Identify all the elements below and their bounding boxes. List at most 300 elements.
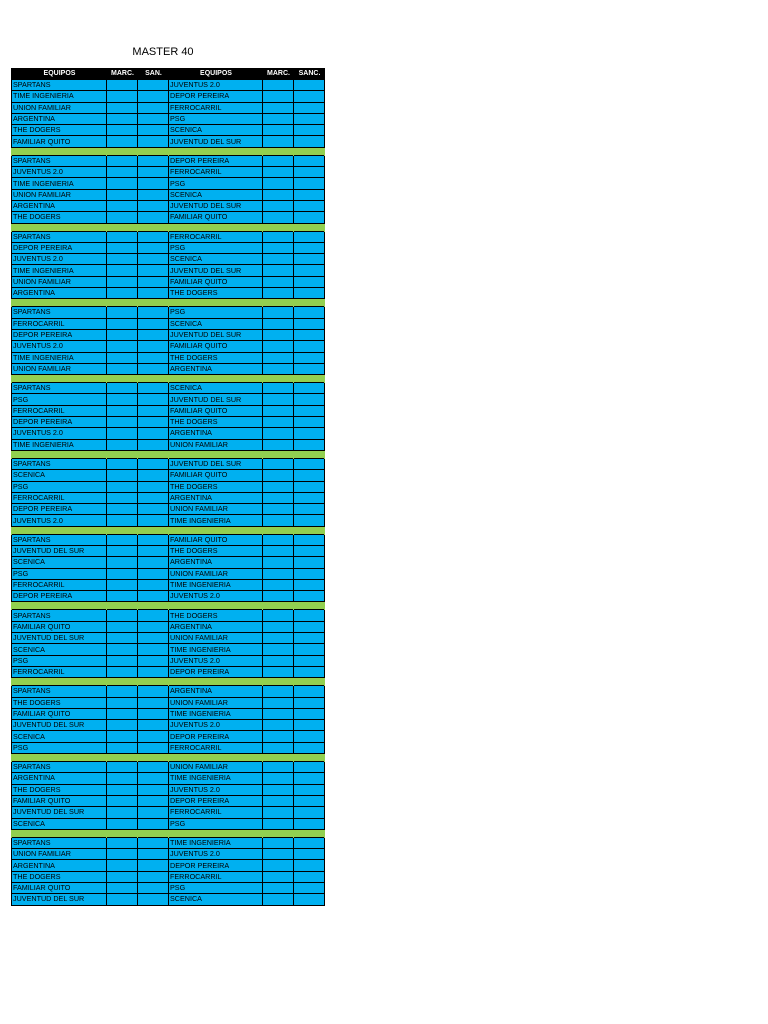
home-score-cell[interactable] (107, 91, 138, 102)
home-team-cell[interactable]: SPARTANS (12, 155, 107, 166)
away-score-cell[interactable] (263, 686, 294, 697)
away-sanction-cell[interactable] (294, 458, 325, 469)
home-team-cell[interactable]: JUVENTUS 2.0 (12, 254, 107, 265)
away-score-cell[interactable] (263, 883, 294, 894)
home-score-cell[interactable] (107, 837, 138, 848)
away-sanction-cell[interactable] (294, 883, 325, 894)
away-team-cell[interactable]: FAMILIAR QUITO (169, 341, 263, 352)
away-sanction-cell[interactable] (294, 470, 325, 481)
away-sanction-cell[interactable] (294, 318, 325, 329)
home-score-cell[interactable] (107, 405, 138, 416)
home-score-cell[interactable] (107, 113, 138, 124)
home-score-cell[interactable] (107, 655, 138, 666)
home-sanction-cell[interactable] (138, 644, 169, 655)
away-sanction-cell[interactable] (294, 568, 325, 579)
home-team-cell[interactable]: ARGENTINA (12, 288, 107, 299)
away-score-cell[interactable] (263, 136, 294, 147)
home-score-cell[interactable] (107, 686, 138, 697)
home-sanction-cell[interactable] (138, 405, 169, 416)
away-sanction-cell[interactable] (294, 276, 325, 287)
away-team-cell[interactable]: TIME INGENIERIA (169, 579, 263, 590)
away-score-cell[interactable] (263, 265, 294, 276)
home-team-cell[interactable]: SPARTANS (12, 307, 107, 318)
home-sanction-cell[interactable] (138, 762, 169, 773)
home-sanction-cell[interactable] (138, 621, 169, 632)
home-team-cell[interactable]: SPARTANS (12, 231, 107, 242)
away-score-cell[interactable] (263, 837, 294, 848)
home-sanction-cell[interactable] (138, 720, 169, 731)
away-sanction-cell[interactable] (294, 341, 325, 352)
home-team-cell[interactable]: PSG (12, 394, 107, 405)
home-sanction-cell[interactable] (138, 318, 169, 329)
away-sanction-cell[interactable] (294, 515, 325, 526)
home-team-cell[interactable]: UNION FAMILIAR (12, 363, 107, 374)
away-sanction-cell[interactable] (294, 352, 325, 363)
home-sanction-cell[interactable] (138, 666, 169, 677)
home-team-cell[interactable]: TIME INGENIERIA (12, 91, 107, 102)
home-score-cell[interactable] (107, 458, 138, 469)
away-team-cell[interactable]: JUVENTUS 2.0 (169, 80, 263, 91)
away-team-cell[interactable]: JUVENTUS 2.0 (169, 849, 263, 860)
home-team-cell[interactable]: FERROCARRIL (12, 666, 107, 677)
home-team-cell[interactable]: SPARTANS (12, 534, 107, 545)
away-score-cell[interactable] (263, 102, 294, 113)
away-team-cell[interactable]: TIME INGENIERIA (169, 837, 263, 848)
away-team-cell[interactable]: SCENICA (169, 318, 263, 329)
away-team-cell[interactable]: SCENICA (169, 189, 263, 200)
away-score-cell[interactable] (263, 189, 294, 200)
home-team-cell[interactable]: FAMILIAR QUITO (12, 883, 107, 894)
home-sanction-cell[interactable] (138, 515, 169, 526)
home-sanction-cell[interactable] (138, 417, 169, 428)
away-sanction-cell[interactable] (294, 545, 325, 556)
away-score-cell[interactable] (263, 492, 294, 503)
away-team-cell[interactable]: DEPOR PEREIRA (169, 860, 263, 871)
away-sanction-cell[interactable] (294, 189, 325, 200)
away-sanction-cell[interactable] (294, 125, 325, 136)
away-score-cell[interactable] (263, 894, 294, 905)
home-score-cell[interactable] (107, 534, 138, 545)
home-team-cell[interactable]: PSG (12, 568, 107, 579)
away-sanction-cell[interactable] (294, 242, 325, 253)
home-sanction-cell[interactable] (138, 394, 169, 405)
home-sanction-cell[interactable] (138, 795, 169, 806)
home-team-cell[interactable]: SCENICA (12, 557, 107, 568)
away-score-cell[interactable] (263, 113, 294, 124)
away-score-cell[interactable] (263, 394, 294, 405)
away-sanction-cell[interactable] (294, 417, 325, 428)
home-team-cell[interactable]: ARGENTINA (12, 200, 107, 211)
away-score-cell[interactable] (263, 849, 294, 860)
home-team-cell[interactable]: FAMILIAR QUITO (12, 795, 107, 806)
home-sanction-cell[interactable] (138, 383, 169, 394)
home-team-cell[interactable]: JUVENTUD DEL SUR (12, 720, 107, 731)
away-team-cell[interactable]: TIME INGENIERIA (169, 515, 263, 526)
away-team-cell[interactable]: THE DOGERS (169, 545, 263, 556)
away-score-cell[interactable] (263, 231, 294, 242)
home-score-cell[interactable] (107, 265, 138, 276)
away-score-cell[interactable] (263, 178, 294, 189)
home-score-cell[interactable] (107, 795, 138, 806)
away-sanction-cell[interactable] (294, 610, 325, 621)
home-team-cell[interactable]: SCENICA (12, 818, 107, 829)
away-team-cell[interactable]: UNION FAMILIAR (169, 762, 263, 773)
home-team-cell[interactable]: FERROCARRIL (12, 405, 107, 416)
home-team-cell[interactable]: FAMILIAR QUITO (12, 708, 107, 719)
away-sanction-cell[interactable] (294, 288, 325, 299)
away-sanction-cell[interactable] (294, 428, 325, 439)
home-sanction-cell[interactable] (138, 492, 169, 503)
home-score-cell[interactable] (107, 849, 138, 860)
away-team-cell[interactable]: JUVENTUD DEL SUR (169, 329, 263, 340)
home-team-cell[interactable]: DEPOR PEREIRA (12, 591, 107, 602)
away-score-cell[interactable] (263, 633, 294, 644)
home-score-cell[interactable] (107, 504, 138, 515)
away-team-cell[interactable]: FAMILIAR QUITO (169, 405, 263, 416)
home-sanction-cell[interactable] (138, 178, 169, 189)
away-team-cell[interactable]: JUVENTUD DEL SUR (169, 265, 263, 276)
home-team-cell[interactable]: THE DOGERS (12, 871, 107, 882)
away-team-cell[interactable]: FAMILIAR QUITO (169, 276, 263, 287)
home-team-cell[interactable]: ARGENTINA (12, 860, 107, 871)
away-sanction-cell[interactable] (294, 666, 325, 677)
home-sanction-cell[interactable] (138, 697, 169, 708)
away-sanction-cell[interactable] (294, 307, 325, 318)
away-score-cell[interactable] (263, 534, 294, 545)
away-team-cell[interactable]: JUVENTUS 2.0 (169, 655, 263, 666)
away-team-cell[interactable]: ARGENTINA (169, 428, 263, 439)
home-team-cell[interactable]: JUVENTUD DEL SUR (12, 807, 107, 818)
away-team-cell[interactable]: THE DOGERS (169, 417, 263, 428)
away-sanction-cell[interactable] (294, 708, 325, 719)
home-team-cell[interactable]: ARGENTINA (12, 113, 107, 124)
away-sanction-cell[interactable] (294, 383, 325, 394)
away-team-cell[interactable]: ARGENTINA (169, 621, 263, 632)
away-team-cell[interactable]: FERROCARRIL (169, 871, 263, 882)
home-sanction-cell[interactable] (138, 102, 169, 113)
away-sanction-cell[interactable] (294, 579, 325, 590)
away-score-cell[interactable] (263, 417, 294, 428)
away-score-cell[interactable] (263, 773, 294, 784)
away-sanction-cell[interactable] (294, 742, 325, 753)
home-team-cell[interactable]: DEPOR PEREIRA (12, 417, 107, 428)
home-team-cell[interactable]: ARGENTINA (12, 773, 107, 784)
home-sanction-cell[interactable] (138, 568, 169, 579)
home-team-cell[interactable]: TIME INGENIERIA (12, 265, 107, 276)
away-score-cell[interactable] (263, 784, 294, 795)
away-sanction-cell[interactable] (294, 795, 325, 806)
away-score-cell[interactable] (263, 579, 294, 590)
home-sanction-cell[interactable] (138, 352, 169, 363)
home-team-cell[interactable]: THE DOGERS (12, 697, 107, 708)
away-sanction-cell[interactable] (294, 837, 325, 848)
away-score-cell[interactable] (263, 276, 294, 287)
home-sanction-cell[interactable] (138, 341, 169, 352)
home-score-cell[interactable] (107, 807, 138, 818)
home-score-cell[interactable] (107, 125, 138, 136)
home-team-cell[interactable]: UNION FAMILIAR (12, 849, 107, 860)
away-sanction-cell[interactable] (294, 178, 325, 189)
home-score-cell[interactable] (107, 318, 138, 329)
away-score-cell[interactable] (263, 610, 294, 621)
away-sanction-cell[interactable] (294, 784, 325, 795)
home-sanction-cell[interactable] (138, 212, 169, 223)
away-team-cell[interactable]: PSG (169, 178, 263, 189)
home-score-cell[interactable] (107, 644, 138, 655)
home-score-cell[interactable] (107, 352, 138, 363)
home-sanction-cell[interactable] (138, 860, 169, 871)
home-team-cell[interactable]: SPARTANS (12, 837, 107, 848)
home-sanction-cell[interactable] (138, 871, 169, 882)
home-sanction-cell[interactable] (138, 288, 169, 299)
home-team-cell[interactable]: JUVENTUS 2.0 (12, 515, 107, 526)
away-sanction-cell[interactable] (294, 405, 325, 416)
away-score-cell[interactable] (263, 125, 294, 136)
home-sanction-cell[interactable] (138, 363, 169, 374)
home-team-cell[interactable]: SCENICA (12, 731, 107, 742)
home-team-cell[interactable]: THE DOGERS (12, 212, 107, 223)
away-score-cell[interactable] (263, 644, 294, 655)
home-sanction-cell[interactable] (138, 545, 169, 556)
away-score-cell[interactable] (263, 568, 294, 579)
away-team-cell[interactable]: FERROCARRIL (169, 102, 263, 113)
away-sanction-cell[interactable] (294, 871, 325, 882)
home-score-cell[interactable] (107, 136, 138, 147)
home-team-cell[interactable]: UNION FAMILIAR (12, 276, 107, 287)
home-team-cell[interactable]: FAMILIAR QUITO (12, 621, 107, 632)
away-team-cell[interactable]: JUVENTUD DEL SUR (169, 394, 263, 405)
away-sanction-cell[interactable] (294, 481, 325, 492)
away-team-cell[interactable]: UNION FAMILIAR (169, 633, 263, 644)
home-score-cell[interactable] (107, 200, 138, 211)
home-score-cell[interactable] (107, 579, 138, 590)
away-score-cell[interactable] (263, 504, 294, 515)
home-score-cell[interactable] (107, 155, 138, 166)
away-score-cell[interactable] (263, 288, 294, 299)
home-team-cell[interactable]: SPARTANS (12, 458, 107, 469)
home-team-cell[interactable]: THE DOGERS (12, 125, 107, 136)
home-sanction-cell[interactable] (138, 655, 169, 666)
away-score-cell[interactable] (263, 428, 294, 439)
away-team-cell[interactable]: THE DOGERS (169, 352, 263, 363)
away-sanction-cell[interactable] (294, 80, 325, 91)
away-sanction-cell[interactable] (294, 200, 325, 211)
home-score-cell[interactable] (107, 288, 138, 299)
away-team-cell[interactable]: FERROCARRIL (169, 807, 263, 818)
home-sanction-cell[interactable] (138, 849, 169, 860)
away-sanction-cell[interactable] (294, 591, 325, 602)
away-team-cell[interactable]: ARGENTINA (169, 686, 263, 697)
home-sanction-cell[interactable] (138, 242, 169, 253)
home-score-cell[interactable] (107, 178, 138, 189)
away-sanction-cell[interactable] (294, 91, 325, 102)
away-sanction-cell[interactable] (294, 265, 325, 276)
away-team-cell[interactable]: FERROCARRIL (169, 167, 263, 178)
home-score-cell[interactable] (107, 894, 138, 905)
home-sanction-cell[interactable] (138, 504, 169, 515)
home-score-cell[interactable] (107, 633, 138, 644)
away-team-cell[interactable]: JUVENTUS 2.0 (169, 591, 263, 602)
away-score-cell[interactable] (263, 591, 294, 602)
home-team-cell[interactable]: UNION FAMILIAR (12, 102, 107, 113)
away-score-cell[interactable] (263, 708, 294, 719)
home-score-cell[interactable] (107, 417, 138, 428)
away-sanction-cell[interactable] (294, 762, 325, 773)
away-team-cell[interactable]: THE DOGERS (169, 288, 263, 299)
away-sanction-cell[interactable] (294, 504, 325, 515)
home-score-cell[interactable] (107, 610, 138, 621)
home-score-cell[interactable] (107, 80, 138, 91)
away-sanction-cell[interactable] (294, 254, 325, 265)
home-score-cell[interactable] (107, 568, 138, 579)
home-score-cell[interactable] (107, 697, 138, 708)
away-team-cell[interactable]: FERROCARRIL (169, 742, 263, 753)
home-score-cell[interactable] (107, 666, 138, 677)
away-team-cell[interactable]: FAMILIAR QUITO (169, 470, 263, 481)
home-sanction-cell[interactable] (138, 167, 169, 178)
away-team-cell[interactable]: THE DOGERS (169, 481, 263, 492)
away-score-cell[interactable] (263, 383, 294, 394)
away-score-cell[interactable] (263, 762, 294, 773)
away-sanction-cell[interactable] (294, 720, 325, 731)
away-sanction-cell[interactable] (294, 363, 325, 374)
away-team-cell[interactable]: PSG (169, 883, 263, 894)
away-score-cell[interactable] (263, 80, 294, 91)
away-sanction-cell[interactable] (294, 731, 325, 742)
away-team-cell[interactable]: JUVENTUS 2.0 (169, 720, 263, 731)
home-sanction-cell[interactable] (138, 307, 169, 318)
home-sanction-cell[interactable] (138, 329, 169, 340)
away-team-cell[interactable]: ARGENTINA (169, 557, 263, 568)
home-score-cell[interactable] (107, 515, 138, 526)
away-score-cell[interactable] (263, 439, 294, 450)
home-team-cell[interactable]: SPARTANS (12, 383, 107, 394)
away-score-cell[interactable] (263, 621, 294, 632)
away-sanction-cell[interactable] (294, 136, 325, 147)
home-score-cell[interactable] (107, 720, 138, 731)
home-score-cell[interactable] (107, 212, 138, 223)
away-sanction-cell[interactable] (294, 860, 325, 871)
away-sanction-cell[interactable] (294, 394, 325, 405)
home-sanction-cell[interactable] (138, 428, 169, 439)
away-team-cell[interactable]: UNION FAMILIAR (169, 504, 263, 515)
away-score-cell[interactable] (263, 307, 294, 318)
away-team-cell[interactable]: UNION FAMILIAR (169, 439, 263, 450)
home-team-cell[interactable]: JUVENTUD DEL SUR (12, 545, 107, 556)
away-sanction-cell[interactable] (294, 633, 325, 644)
home-team-cell[interactable]: JUVENTUD DEL SUR (12, 894, 107, 905)
home-team-cell[interactable]: SCENICA (12, 644, 107, 655)
away-team-cell[interactable]: DEPOR PEREIRA (169, 666, 263, 677)
away-sanction-cell[interactable] (294, 534, 325, 545)
home-score-cell[interactable] (107, 231, 138, 242)
home-team-cell[interactable]: FERROCARRIL (12, 492, 107, 503)
home-sanction-cell[interactable] (138, 481, 169, 492)
home-team-cell[interactable]: PSG (12, 481, 107, 492)
home-sanction-cell[interactable] (138, 470, 169, 481)
home-sanction-cell[interactable] (138, 837, 169, 848)
away-team-cell[interactable]: DEPOR PEREIRA (169, 731, 263, 742)
home-sanction-cell[interactable] (138, 91, 169, 102)
home-sanction-cell[interactable] (138, 534, 169, 545)
home-team-cell[interactable]: FAMILIAR QUITO (12, 136, 107, 147)
away-sanction-cell[interactable] (294, 644, 325, 655)
home-team-cell[interactable]: TIME INGENIERIA (12, 439, 107, 450)
away-sanction-cell[interactable] (294, 492, 325, 503)
away-score-cell[interactable] (263, 352, 294, 363)
away-score-cell[interactable] (263, 871, 294, 882)
away-sanction-cell[interactable] (294, 818, 325, 829)
home-team-cell[interactable]: UNION FAMILIAR (12, 189, 107, 200)
home-sanction-cell[interactable] (138, 579, 169, 590)
away-sanction-cell[interactable] (294, 894, 325, 905)
home-team-cell[interactable]: SCENICA (12, 470, 107, 481)
away-score-cell[interactable] (263, 212, 294, 223)
away-score-cell[interactable] (263, 515, 294, 526)
home-sanction-cell[interactable] (138, 773, 169, 784)
home-score-cell[interactable] (107, 871, 138, 882)
away-score-cell[interactable] (263, 697, 294, 708)
home-team-cell[interactable]: SPARTANS (12, 686, 107, 697)
away-team-cell[interactable]: DEPOR PEREIRA (169, 91, 263, 102)
away-score-cell[interactable] (263, 655, 294, 666)
away-team-cell[interactable]: JUVENTUD DEL SUR (169, 136, 263, 147)
away-team-cell[interactable]: SCENICA (169, 125, 263, 136)
away-team-cell[interactable]: TIME INGENIERIA (169, 773, 263, 784)
home-sanction-cell[interactable] (138, 610, 169, 621)
away-team-cell[interactable]: PSG (169, 113, 263, 124)
away-sanction-cell[interactable] (294, 655, 325, 666)
away-score-cell[interactable] (263, 254, 294, 265)
home-team-cell[interactable]: DEPOR PEREIRA (12, 329, 107, 340)
home-sanction-cell[interactable] (138, 591, 169, 602)
home-score-cell[interactable] (107, 329, 138, 340)
home-sanction-cell[interactable] (138, 80, 169, 91)
home-team-cell[interactable]: SPARTANS (12, 610, 107, 621)
away-sanction-cell[interactable] (294, 807, 325, 818)
away-score-cell[interactable] (263, 795, 294, 806)
away-team-cell[interactable]: FAMILIAR QUITO (169, 534, 263, 545)
home-score-cell[interactable] (107, 762, 138, 773)
home-sanction-cell[interactable] (138, 155, 169, 166)
away-sanction-cell[interactable] (294, 621, 325, 632)
away-team-cell[interactable]: TIME INGENIERIA (169, 708, 263, 719)
home-sanction-cell[interactable] (138, 731, 169, 742)
home-score-cell[interactable] (107, 428, 138, 439)
away-score-cell[interactable] (263, 242, 294, 253)
away-team-cell[interactable]: THE DOGERS (169, 610, 263, 621)
away-sanction-cell[interactable] (294, 329, 325, 340)
home-score-cell[interactable] (107, 731, 138, 742)
home-score-cell[interactable] (107, 883, 138, 894)
home-score-cell[interactable] (107, 481, 138, 492)
away-score-cell[interactable] (263, 860, 294, 871)
away-score-cell[interactable] (263, 363, 294, 374)
home-sanction-cell[interactable] (138, 113, 169, 124)
away-score-cell[interactable] (263, 720, 294, 731)
home-score-cell[interactable] (107, 394, 138, 405)
away-score-cell[interactable] (263, 807, 294, 818)
home-team-cell[interactable]: DEPOR PEREIRA (12, 242, 107, 253)
away-team-cell[interactable]: JUVENTUD DEL SUR (169, 458, 263, 469)
away-team-cell[interactable]: DEPOR PEREIRA (169, 795, 263, 806)
away-sanction-cell[interactable] (294, 102, 325, 113)
home-sanction-cell[interactable] (138, 784, 169, 795)
home-score-cell[interactable] (107, 341, 138, 352)
away-team-cell[interactable]: PSG (169, 307, 263, 318)
home-score-cell[interactable] (107, 363, 138, 374)
home-team-cell[interactable]: FERROCARRIL (12, 318, 107, 329)
